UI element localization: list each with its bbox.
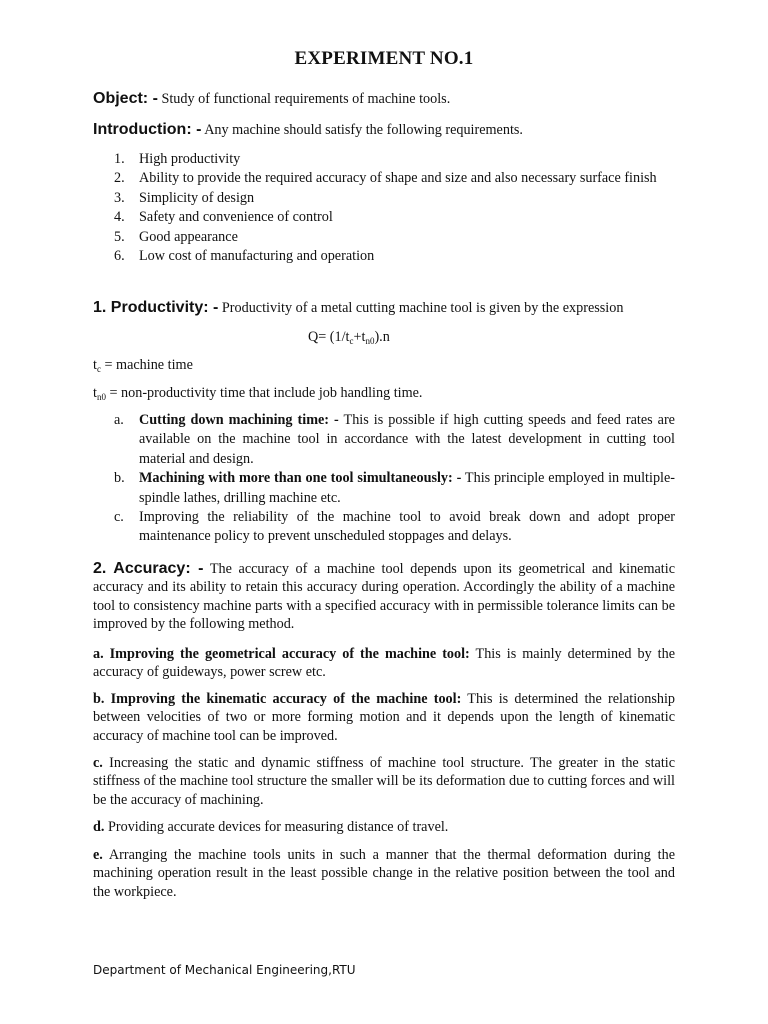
productivity-text: Productivity of a metal cutting machine tool is given by the expression [221,300,624,316]
accuracy-item-d: d. Providing accurate devices for measuring distance of travel. [93,819,449,835]
list-item: a. Cutting down machining time: - This is possible if high cutting speeds and feed rates are available on the machine tool in accordance with the latest development in cutting tool material and design. [114,412,675,467]
list-item: c. Improving the reliability of the machine tool to avoid break down and adopt proper maintenance policy to prevent unscheduled stoppages and delays. [114,509,675,545]
introduction-text: Any machine should satisfy the following requirements. [204,122,523,138]
accuracy-label: 2. Accuracy: - [93,560,204,577]
list-item: b. Machining with more than one tool simultaneously: - This principle employed in multiple-spindle lathes, drilling machine etc. [114,470,675,506]
introduction-line [93,120,675,140]
object-text: Study of functional requirements of machine tools. [161,91,451,107]
productivity-label: 1. Productivity: - [93,299,219,316]
object-line [93,89,675,109]
accuracy-paragraph [93,560,675,634]
accuracy-item-b: b. Improving the kinematic accuracy of the machine tool: This is determined the relationship between velocities of two or more forming motion and it depends upon the length of kinematic accuracy of machine tool can be improved. [93,691,676,744]
productivity-line [93,298,675,318]
introduction-label: Introduction: - [93,121,202,138]
list-item: 4. Safety and convenience of control [114,209,333,226]
accuracy-item-a: a. Improving the geometrical accuracy of the machine tool: This is mainly determined by the accuracy of guideways, power screw etc. [93,646,676,681]
productivity-methods-list [93,411,675,547]
page-title: EXPERIMENT NO.1 [294,48,474,69]
accuracy-item-e: e. Arranging the machine tools units in such a manner that the thermal deformation during the machining operation result in the least possible change in the relative position between the tool and the workpiece. [93,847,675,900]
definition-tn0: $t_{n0}$ = non-productivity time that include job handling time. [93,385,423,402]
requirements-list [93,150,675,266]
list-item: 6. Low cost of manufacturing and operation [114,248,375,265]
definition-tc: $t_c$ = machine time [93,357,193,374]
list-item: 3. Simplicity of design [114,189,255,206]
list-item: 1. High productivity [114,151,241,167]
productivity-formula: $Q= (1/t_c+t_{n0}).n$ [308,329,390,346]
accuracy-text: The accuracy of a machine tool depends upon its geometrical and kinematic accuracy and its ability to retain this accuracy during operation. Accordingly the ability of a machine tool to consistency machine parts with a specified accuracy with in permissible tolerance limits can be improved by the following method. [93,561,675,633]
object-label: Object: - [93,90,158,107]
list-item: 2. Ability to provide the required accuracy of shape and size and also necessary surface finish [114,170,657,187]
accuracy-item-c: c. Increasing the static and dynamic stiffness of machine tool structure. The greater in the static stiffness of the machine tool structure the smaller will be its deformation due to cutting forces and will be the accuracy of machining. [93,755,675,808]
list-item: 5. Good appearance [114,228,238,245]
page-footer: Department of Mechanical Engineering,RTU [93,963,356,977]
